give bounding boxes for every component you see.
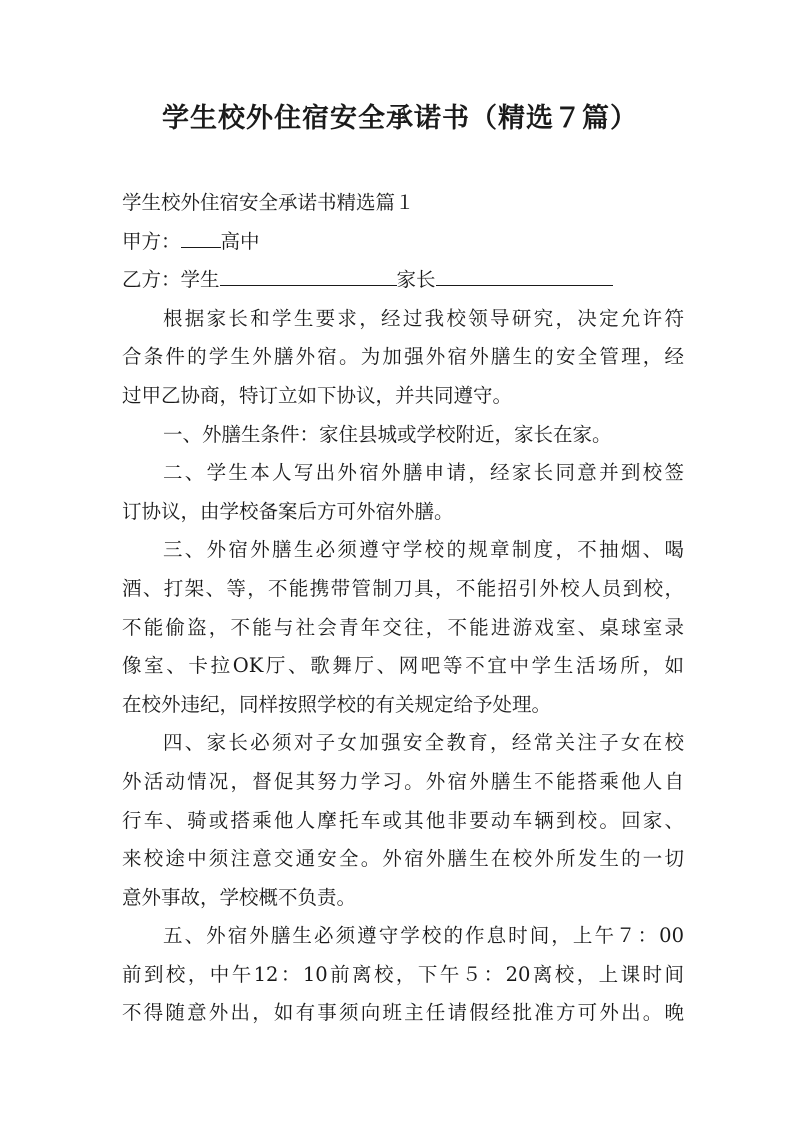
party-a-suffix: 高中 [220, 229, 260, 253]
clause-3-line: 像室、卡拉OK厅、歌舞厅、网吧等不宜中学生活场所，如 [122, 654, 684, 678]
clause-5-line: 不得随意外出，如有事须向班主任请假经批准方可外出。晚 [122, 1001, 684, 1025]
paragraph-line: 合条件的学生外膳外宿。为加强外宿外膳生的安全管理，经 [122, 345, 684, 369]
clause-4-line: 来校途中须注意交通安全。外宿外膳生在校外所发生的一切 [122, 847, 684, 871]
paragraph-line: 根据家长和学生要求，经过我校领导研究，决定允许符 [163, 306, 684, 330]
clause-3-line: 在校外违纪，同样按照学校的有关规定给予处理。 [122, 692, 552, 716]
paragraph-line: 过甲乙协商，特订立如下协议，并共同遵守。 [122, 383, 513, 407]
party-b-line [122, 261, 684, 300]
party-a-line [122, 223, 684, 262]
clause-2-line: 订协议，由学校备案后方可外宿外膳。 [122, 499, 454, 523]
student-name-blank [220, 263, 397, 286]
clause-3-line: 不能偷盗，不能与社会青年交往，不能进游戏室、桌球室录 [122, 615, 684, 639]
school-name-blank [181, 225, 221, 248]
clause-4-line: 行车、骑或搭乘他人摩托车或其他非要动车辆到校。回家、 [122, 808, 684, 832]
clause-4-line: 四、家长必须对子女加强安全教育，经常关注子女在校 [163, 731, 684, 755]
parent-label: 家长 [396, 268, 436, 292]
clause-1-line: 一、外膳生条件：家住县城或学校附近，家长在家。 [163, 422, 612, 446]
clause-3-line: 三、外宿外膳生必须遵守学校的规章制度，不抽烟、喝 [163, 538, 684, 562]
clause-5-line: 前到校，中午12：10前离校，下午５：20离校，上课时间 [122, 962, 684, 986]
document-body [122, 184, 684, 1033]
parent-name-blank [436, 263, 613, 286]
party-a-label: 甲方： [122, 229, 181, 253]
clause-3-line: 酒、打架、等，不能携带管制刀具，不能招引外校人员到校， [122, 576, 684, 600]
section-heading: 学生校外住宿安全承诺书精选篇１ [122, 191, 415, 214]
clause-4-line: 外活动情况，督促其努力学习。外宿外膳生不能搭乘他人自 [122, 769, 684, 793]
party-b-label: 乙方：学生 [122, 268, 220, 292]
document-title: 学生校外住宿安全承诺书（精选７篇） [162, 103, 638, 134]
clause-4-line: 意外事故，学校概不负责。 [122, 885, 357, 909]
clause-5-line: 五、外宿外膳生必须遵守学校的作息时间，上午７：00 [163, 924, 684, 948]
clause-2-line: 二、学生本人写出外宿外膳申请，经家长同意并到校签 [163, 461, 684, 485]
